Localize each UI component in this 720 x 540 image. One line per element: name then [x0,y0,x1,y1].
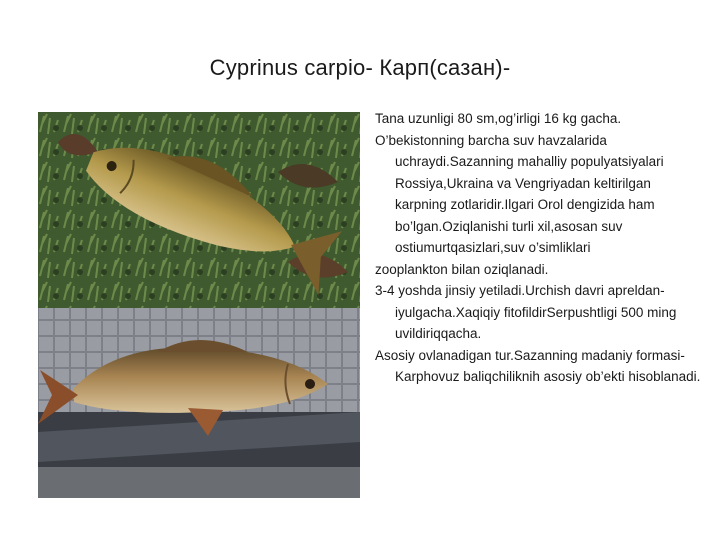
slide-title: Cyprinus carpio- Карп(сазан)- [209,55,511,80]
paragraph-size: Tana uzunligi 80 sm,og’irligi 16 kg gacha. [375,111,622,126]
paragraph-reproduction: 3-4 yoshda jinsiy yetiladi.Urchish davri apreldan-iyulgacha.Xaqiqiy fitofildirSerpushtligi 500 ming uvildiriqqacha. [375,283,677,341]
description-text [375,108,705,388]
paragraph-distribution: O’bekistonning barcha suv havzalarida uchraydi.Sazanning mahalliy populyatsiyalari Rossiya,Ukraina va Vengriyadan keltirilgan karpning zotlaridir.Ilgari Orol dengizida ham bo’lgan.Oziqlanishi turli xil,asosan suv ostiumurtqasizlari,suv o’simliklari [375,132,664,255]
paragraph-feeding: zooplankton bilan oziqlanadi. [375,261,549,277]
carp-photo [38,112,360,498]
paragraph-fishery: Asosiy ovlanadigan tur.Sazanning madaniy formasi-Karphovuz baliqchiliknih asosiy ob’ekti hisoblanadi. [375,347,701,384]
